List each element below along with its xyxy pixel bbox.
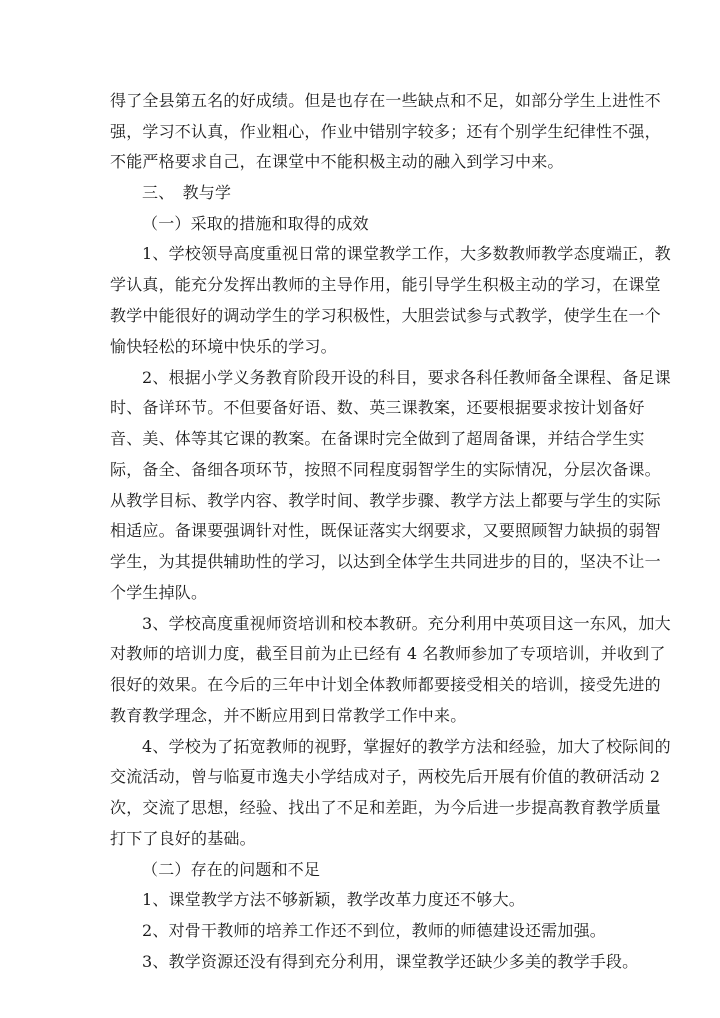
paragraph-line: 时、备详环节。不但要备好语、数、英三课教案，还要根据要求按计划备好	[110, 398, 645, 417]
paragraph-line: 对教师的培训力度，截至目前为止已经有 4 名教师参加了专项培训，并收到了	[110, 644, 666, 663]
paragraph-line: 交流活动，曾与临夏市逸夫小学结成对子，两校先后开展有价值的教研活动 2	[110, 767, 661, 786]
paragraph-line: 得了全县第五名的好成绩。但是也存在一些缺点和不足，如部分学生上进性不	[110, 91, 661, 110]
list-item: 2、对骨干教师的培养工作还不到位，教师的师德建设还需加强。	[142, 921, 606, 940]
paragraph-line: 际，备全、备细各项环节，按照不同程度弱智学生的实际情况，分层次备课。	[110, 460, 661, 479]
paragraph-line: 不能严格要求自己，在课堂中不能积极主动的融入到学习中来。	[110, 152, 564, 171]
paragraph-line: 次，交流了思想，经验、找出了不足和差距，为今后进一步提高教育教学质量	[110, 798, 661, 817]
paragraph-line: 4、学校为了拓宽教师的视野，掌握好的教学方法和经验，加大了校际间的	[142, 737, 671, 756]
paragraph-line: 个学生掉队。	[110, 583, 208, 602]
paragraph-line: 愉快轻松的环境中快乐的学习。	[110, 337, 337, 356]
subsection-heading: （二）存在的问题和不足	[142, 860, 321, 879]
paragraph-line: 教育教学理念，并不断应用到日常教学工作中来。	[110, 706, 467, 725]
paragraph-line: 音、美、体等其它课的教案。在备课时完全做到了超周备课，并结合学生实	[110, 429, 645, 448]
paragraph-line: 强，学习不认真，作业粗心，作业中错别字较多；还有个别学生纪律性不强，	[110, 122, 661, 141]
paragraph-line: 教学中能很好的调动学生的学习积极性，大胆尝试参与式教学，使学生在一个	[110, 306, 661, 325]
paragraph-line: 很好的效果。在今后的三年中计划全体教师都要接受相关的培训，接受先进的	[110, 675, 661, 694]
paragraph-line: 打下了良好的基础。	[110, 829, 256, 848]
section-heading: 三、 教与学	[142, 183, 232, 202]
paragraph-line: 相适应。备课要强调针对性，既保证落实大纲要求，又要照顾智力缺损的弱智	[110, 521, 661, 540]
paragraph-line: 1、学校领导高度重视日常的课堂教学工作，大多数教师教学态度端正，教	[142, 244, 671, 263]
paragraph-line: 3、学校高度重视师资培训和校本教研。充分利用中英项目这一东风，加大	[142, 614, 671, 633]
list-item: 3、教学资源还没有得到充分利用，课堂教学还缺少多美的教学手段。	[142, 952, 639, 971]
list-item: 1、课堂教学方法不够新颖，教学改革力度还不够大。	[142, 890, 525, 909]
paragraph-line: 学认真，能充分发挥出教师的主导作用，能引导学生积极主动的学习，在课堂	[110, 275, 661, 294]
paragraph-line: 2、根据小学义务教育阶段开设的科目，要求各科任教师备全课程、备足课	[142, 368, 671, 387]
paragraph-line: 从教学目标、教学内容、教学时间、教学步骤、教学方法上都要与学生的实际	[110, 491, 661, 510]
subsection-heading: （一）采取的措施和取得的成效	[142, 214, 369, 233]
paragraph-line: 学生，为其提供辅助性的学习，以达到全体学生共同进步的目的，坚决不让一	[110, 552, 661, 571]
